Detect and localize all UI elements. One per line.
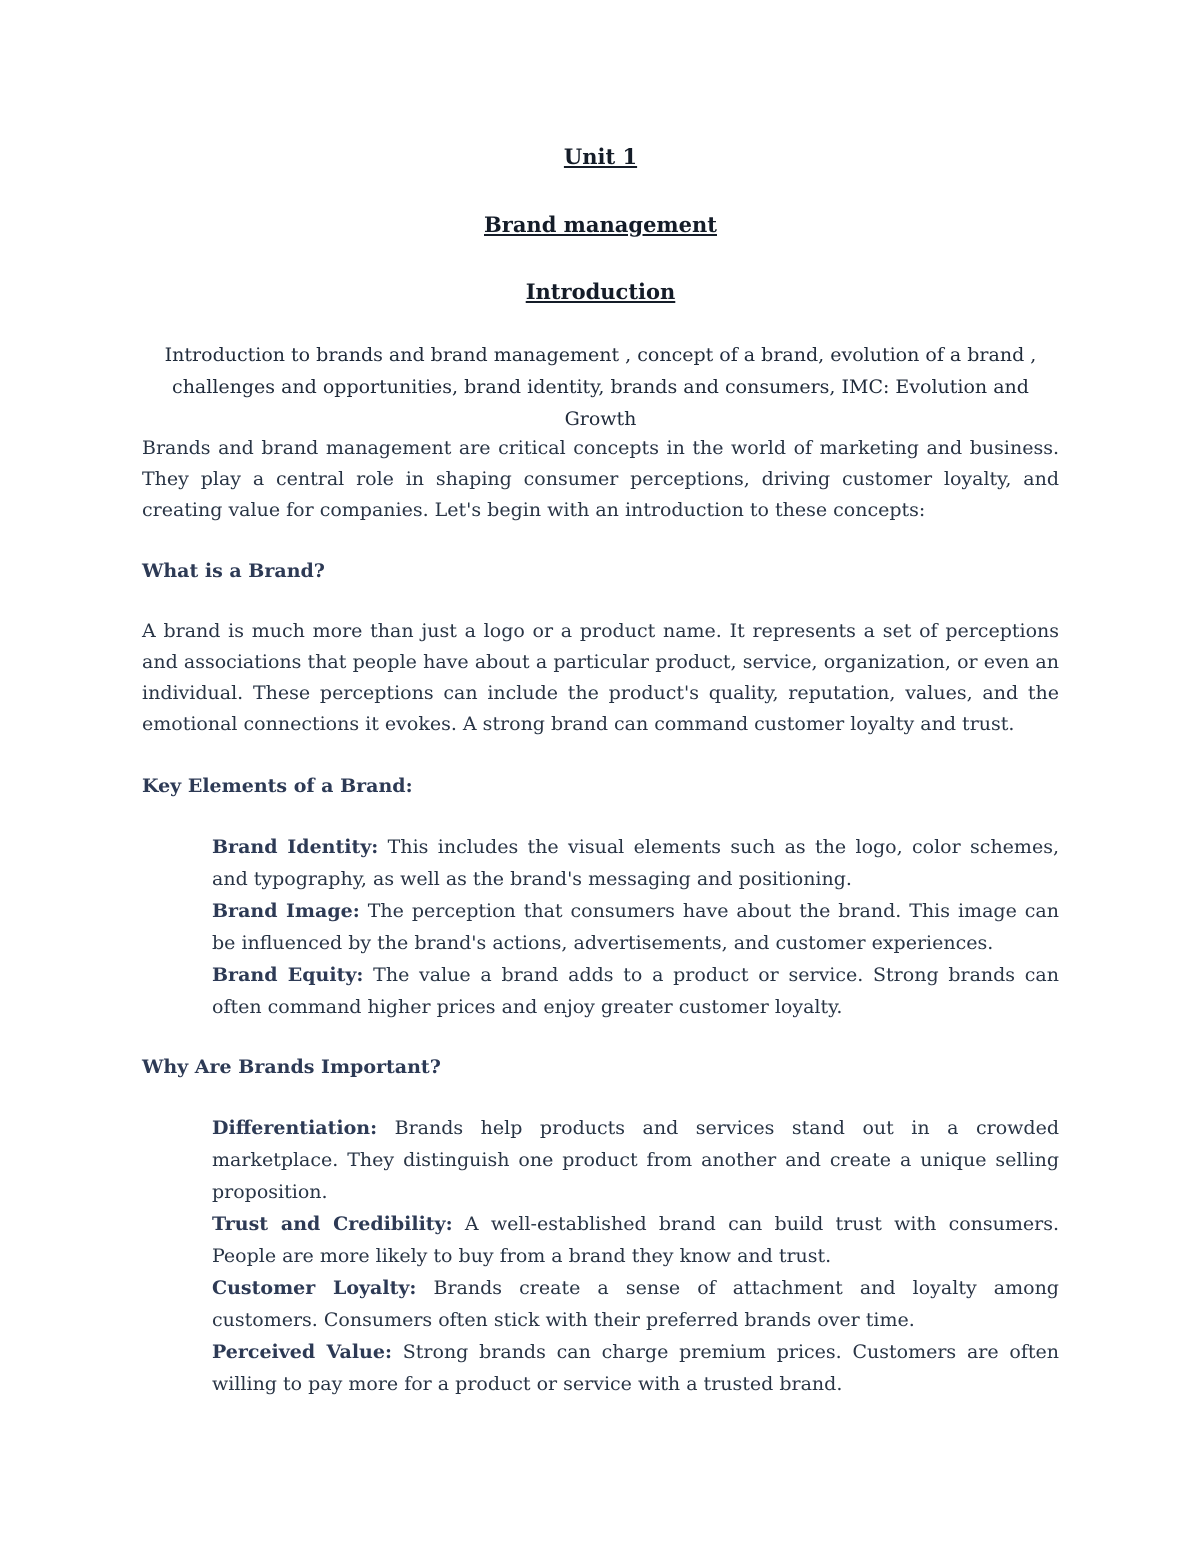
item-text: This includes the visual elements such as the logo, color schemes, and typography, as well as the brand's messaging and positioning. bbox=[212, 836, 1059, 890]
item-term: Differentiation: bbox=[212, 1117, 378, 1139]
item-text: Brands help products and services stand out in a crowded marketplace. They distinguish one product from another and create a unique selling proposition. bbox=[212, 1117, 1059, 1203]
why-important-list bbox=[212, 1112, 1059, 1400]
item-term: Brand Image: bbox=[212, 900, 360, 922]
list-item-brand-identity bbox=[212, 831, 1059, 895]
item-term: Brand Equity: bbox=[212, 964, 364, 986]
list-item-brand-equity bbox=[212, 959, 1059, 1023]
intro-paragraph: Brands and brand management are critical concepts in the world of marketing and business. They play a central role in shaping consumer perceptions, driving customer loyalty, and creating value for companies. Let's begin with an introduction to these concepts: bbox=[142, 437, 1059, 521]
item-text: A well-established brand can build trust with consumers. People are more likely to buy from a brand they know and trust. bbox=[212, 1213, 1060, 1267]
unit-title: Unit 1 bbox=[563, 144, 638, 169]
item-term: Brand Identity: bbox=[212, 836, 379, 858]
item-text: The perception that consumers have about the brand. This image can be influenced by the brand's actions, advertisements, and customer experiences. bbox=[212, 900, 1059, 954]
syllabus-line-1: Introduction to brands and brand management , concept of a brand, evolution of a brand , bbox=[164, 344, 1037, 366]
syllabus-topics bbox=[142, 339, 1059, 435]
list-item-perceived-value bbox=[212, 1336, 1059, 1400]
item-text: Brands create a sense of attachment and loyalty among customers. Consumers often stick with their preferred brands over time. bbox=[212, 1277, 1059, 1331]
brand-definition-paragraph: A brand is much more than just a logo or a product name. It represents a set of perceptions and associations that people have about a particular product, service, organization, or even an individual. These perceptions can include the product's quality, reputation, values, and the emotional connections it evokes. A strong brand can command customer loyalty and trust. bbox=[142, 620, 1059, 735]
document-page bbox=[142, 0, 1059, 1553]
item-text: Strong brands can charge premium prices. Customers are often willing to pay more for a product or service with a trusted brand. bbox=[212, 1341, 1059, 1395]
section-title: Introduction bbox=[525, 279, 676, 304]
why-brands-important-heading: Why Are Brands Important? bbox=[142, 1056, 441, 1078]
key-elements-heading: Key Elements of a Brand: bbox=[142, 775, 413, 797]
list-item-brand-image bbox=[212, 895, 1059, 959]
item-text: The value a brand adds to a product or service. Strong brands can often command higher prices and enjoy greater customer loyalty. bbox=[212, 964, 1059, 1018]
list-item-customer-loyalty bbox=[212, 1272, 1059, 1336]
list-item-trust-credibility bbox=[212, 1208, 1059, 1272]
list-item-differentiation bbox=[212, 1112, 1059, 1208]
subject-title: Brand management bbox=[484, 212, 717, 237]
what-is-brand-heading: What is a Brand? bbox=[142, 560, 325, 582]
syllabus-line-2: challenges and opportunities, brand identity, brands and consumers, IMC: Evolution and Growth bbox=[172, 376, 1029, 430]
item-term: Customer Loyalty: bbox=[212, 1277, 417, 1299]
item-term: Trust and Credibility: bbox=[212, 1213, 453, 1235]
item-term: Perceived Value: bbox=[212, 1341, 392, 1363]
key-elements-list bbox=[212, 831, 1059, 1023]
